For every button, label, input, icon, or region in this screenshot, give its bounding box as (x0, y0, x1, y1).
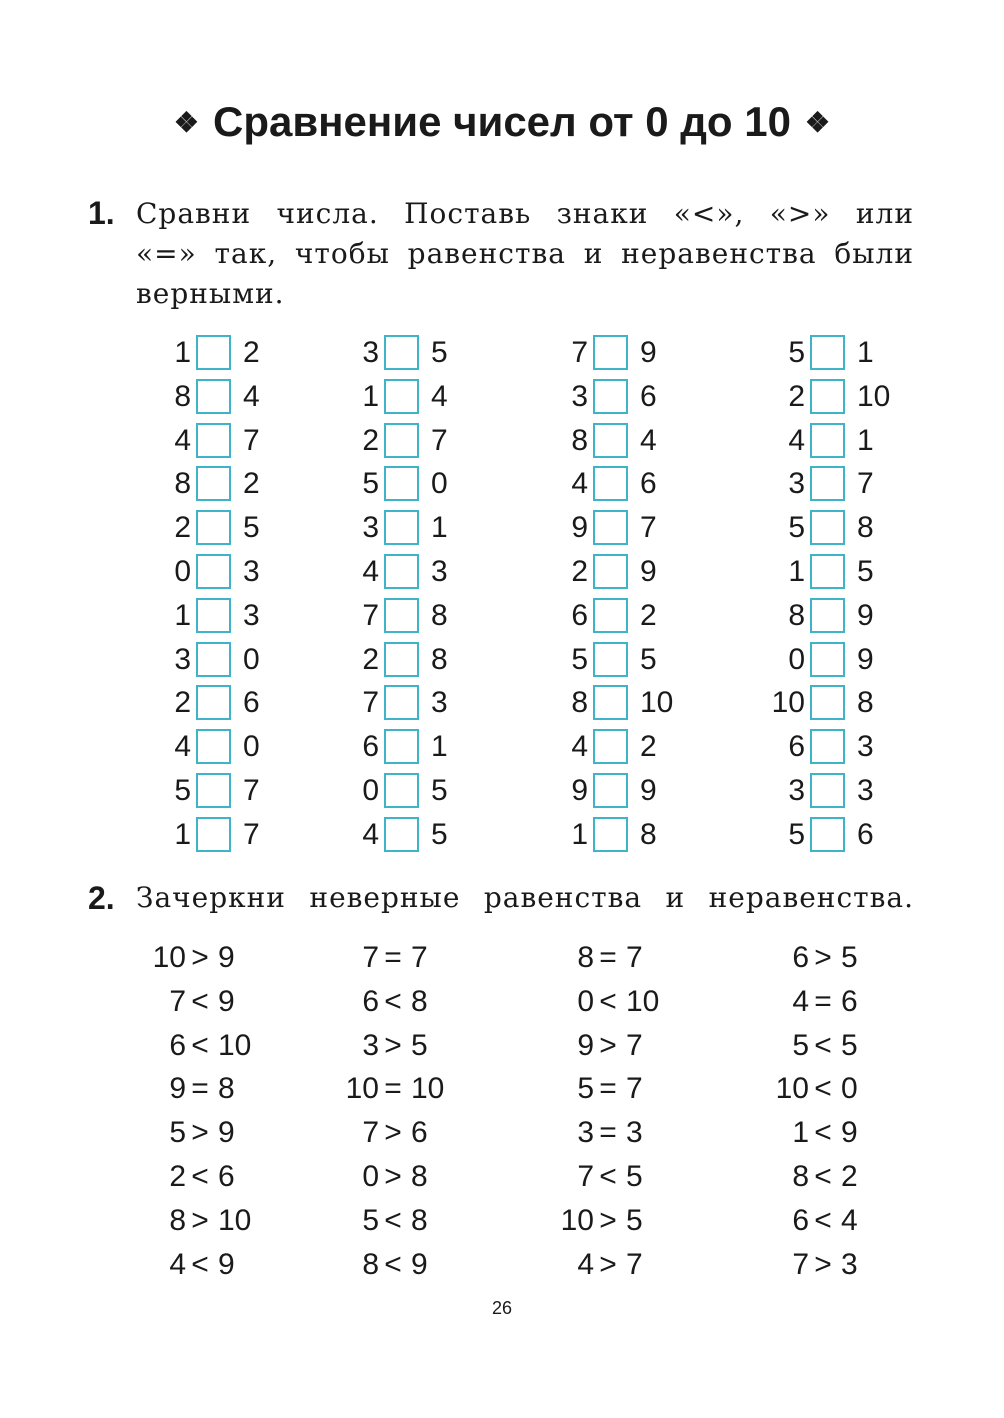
right-number: 8 (431, 642, 448, 676)
right-number: 5 (411, 1028, 428, 1062)
answer-box[interactable] (810, 554, 845, 589)
right-number: 8 (218, 1072, 235, 1106)
comparison-sign: < (814, 1072, 832, 1106)
right-number: 9 (640, 336, 657, 369)
left-number: 4 (571, 467, 588, 501)
answer-box[interactable] (810, 773, 845, 808)
comparison-sign: > (384, 1160, 402, 1193)
left-number: 3 (577, 1116, 594, 1150)
left-number: 6 (788, 730, 805, 764)
left-number: 3 (788, 774, 805, 807)
right-number: 8 (431, 598, 448, 632)
answer-box[interactable] (196, 466, 231, 501)
comparison-sign: = (384, 941, 402, 974)
answer-box[interactable] (384, 773, 419, 808)
right-number: 9 (640, 774, 657, 807)
left-number: 6 (362, 730, 379, 764)
right-number: 10 (218, 1028, 252, 1062)
left-number: 8 (571, 686, 588, 720)
right-number: 6 (243, 686, 260, 720)
page-number: 26 (491, 1298, 513, 1318)
right-number: 10 (411, 1072, 445, 1106)
comparison-sign: < (191, 1028, 209, 1062)
right-number: 6 (857, 817, 874, 851)
answer-box[interactable] (593, 598, 628, 633)
comparison-sign: > (599, 1247, 617, 1281)
comparison-sign: < (814, 1028, 832, 1062)
right-number: 9 (218, 941, 235, 974)
left-number: 3 (571, 379, 588, 413)
right-number: 2 (640, 730, 657, 764)
answer-box[interactable] (384, 423, 419, 458)
right-number: 5 (626, 1203, 643, 1237)
left-number: 1 (792, 1116, 809, 1150)
answer-box[interactable] (196, 598, 231, 633)
right-number: 6 (218, 1160, 235, 1193)
left-number: 3 (362, 1028, 379, 1062)
answer-box[interactable] (196, 335, 231, 370)
comparison-sign: = (599, 1116, 617, 1150)
left-number: 5 (362, 1203, 379, 1237)
left-number: 4 (792, 984, 809, 1018)
answer-box[interactable] (196, 817, 231, 852)
answer-box[interactable] (384, 379, 419, 414)
left-number: 9 (169, 1072, 186, 1106)
right-number: 5 (431, 336, 448, 369)
right-number: 9 (640, 555, 657, 588)
answer-box[interactable] (384, 817, 419, 852)
answer-box[interactable] (384, 510, 419, 545)
answer-box[interactable] (384, 335, 419, 370)
left-number: 7 (362, 1116, 379, 1150)
left-number: 8 (169, 1203, 186, 1237)
right-number: 7 (626, 1072, 643, 1106)
right-number: 2 (243, 467, 260, 501)
answer-box[interactable] (593, 423, 628, 458)
left-number: 2 (571, 555, 588, 588)
right-number: 0 (841, 1072, 858, 1106)
left-number: 4 (362, 817, 379, 851)
left-number: 10 (775, 1072, 809, 1106)
left-number: 2 (174, 686, 191, 720)
comparison-sign: < (814, 1160, 832, 1193)
right-number: 7 (411, 941, 428, 974)
right-number: 4 (243, 379, 260, 413)
answer-box[interactable] (593, 466, 628, 501)
left-number: 5 (788, 511, 805, 545)
comparison-sign: > (599, 1203, 617, 1237)
answer-box[interactable] (810, 685, 845, 720)
comparison-sign: < (191, 1247, 209, 1281)
answer-box[interactable] (810, 817, 845, 852)
left-number: 1 (174, 336, 191, 369)
task-2-text: Зачеркни неверные равенства и неравенства. (136, 881, 914, 914)
right-number: 3 (857, 730, 874, 764)
left-number: 4 (174, 423, 191, 457)
left-number: 1 (571, 817, 588, 851)
right-number: 5 (431, 817, 448, 851)
right-number: 7 (626, 1028, 643, 1062)
comparison-sign: > (599, 1028, 617, 1062)
right-number: 2 (243, 336, 260, 369)
answer-box[interactable] (196, 554, 231, 589)
right-number: 5 (243, 511, 260, 545)
answer-box[interactable] (196, 729, 231, 764)
answer-box[interactable] (810, 466, 845, 501)
comparison-sign: > (191, 1203, 209, 1237)
left-number: 5 (174, 774, 191, 807)
task-1-text-line: «=» так, чтобы равенства и неравенства были (136, 237, 914, 270)
right-number: 7 (243, 817, 260, 851)
right-number: 5 (841, 941, 858, 974)
comparison-sign: = (384, 1072, 402, 1106)
right-number: 1 (857, 423, 874, 457)
answer-box[interactable] (810, 729, 845, 764)
answer-box[interactable] (196, 685, 231, 720)
left-number: 8 (792, 1160, 809, 1193)
right-number: 8 (411, 1203, 428, 1237)
left-number: 7 (362, 686, 379, 720)
left-number: 2 (174, 511, 191, 545)
right-number: 3 (431, 686, 448, 720)
answer-box[interactable] (593, 554, 628, 589)
comparison-sign: < (599, 1160, 617, 1193)
right-number: 7 (626, 1247, 643, 1281)
left-number: 7 (571, 336, 588, 369)
right-number: 9 (411, 1247, 428, 1281)
right-number: 3 (431, 555, 448, 588)
left-number: 6 (571, 598, 588, 632)
comparison-sign: < (191, 984, 209, 1018)
right-number: 3 (243, 555, 260, 588)
left-number: 0 (362, 774, 379, 807)
right-number: 10 (857, 379, 891, 413)
right-number: 9 (857, 642, 874, 676)
left-number: 0 (788, 642, 805, 676)
left-number: 1 (174, 598, 191, 632)
right-number: 10 (218, 1203, 252, 1237)
comparison-sign: < (814, 1116, 832, 1150)
comparison-sign: > (384, 1116, 402, 1150)
comparison-sign: > (191, 941, 209, 974)
right-number: 3 (841, 1247, 858, 1281)
right-number: 4 (640, 423, 657, 457)
left-number: 5 (577, 1072, 594, 1106)
right-number: 7 (243, 774, 260, 807)
answer-box[interactable] (810, 642, 845, 677)
left-number: 5 (788, 817, 805, 851)
left-number: 8 (362, 1247, 379, 1281)
right-number: 6 (640, 379, 657, 413)
right-number: 9 (857, 598, 874, 632)
answer-box[interactable] (384, 598, 419, 633)
left-number: 2 (362, 642, 379, 676)
left-number: 0 (174, 555, 191, 588)
ornament-icon: ❖ (173, 107, 200, 138)
answer-box[interactable] (593, 379, 628, 414)
comparison-sign: > (384, 1028, 402, 1062)
right-number: 10 (626, 984, 660, 1018)
left-number: 3 (788, 467, 805, 501)
right-number: 7 (243, 423, 260, 457)
answer-box[interactable] (593, 773, 628, 808)
right-number: 8 (857, 686, 874, 720)
right-number: 9 (218, 1247, 235, 1281)
left-number: 2 (169, 1160, 186, 1193)
task-1-number: 1. (88, 195, 115, 231)
left-number: 3 (362, 336, 379, 369)
left-number: 7 (577, 1160, 594, 1193)
left-number: 7 (169, 984, 186, 1018)
right-number: 0 (243, 730, 260, 764)
right-number: 7 (626, 941, 643, 974)
answer-box[interactable] (384, 729, 419, 764)
right-number: 10 (640, 686, 674, 720)
page-title: ❖ Сравнение чисел от 0 до 10 ❖ (173, 98, 831, 145)
answer-box[interactable] (196, 510, 231, 545)
right-number: 9 (841, 1116, 858, 1150)
right-number: 6 (640, 467, 657, 501)
right-number: 2 (640, 598, 657, 632)
right-number: 6 (411, 1116, 428, 1150)
left-number: 4 (788, 423, 805, 457)
left-number: 4 (169, 1247, 186, 1281)
comparison-sign: > (814, 1247, 832, 1281)
comparison-sign: = (191, 1072, 209, 1106)
answer-box[interactable] (384, 466, 419, 501)
right-number: 4 (431, 379, 448, 413)
left-number: 10 (771, 686, 805, 720)
comparison-sign: < (384, 984, 402, 1018)
answer-box[interactable] (384, 642, 419, 677)
right-number: 3 (857, 774, 874, 807)
right-number: 1 (431, 730, 448, 764)
left-number: 9 (571, 774, 588, 807)
answer-box[interactable] (593, 685, 628, 720)
left-number: 1 (788, 555, 805, 588)
right-number: 5 (640, 642, 657, 676)
left-number: 5 (788, 336, 805, 369)
answer-box[interactable] (593, 642, 628, 677)
right-number: 8 (640, 817, 657, 851)
right-number: 8 (411, 984, 428, 1018)
left-number: 3 (174, 642, 191, 676)
right-number: 7 (857, 467, 874, 501)
task-1-text-line: верными. (136, 277, 285, 310)
answer-box[interactable] (810, 423, 845, 458)
right-number: 4 (841, 1203, 858, 1237)
answer-box[interactable] (810, 598, 845, 633)
right-number: 6 (841, 984, 858, 1018)
right-number: 5 (857, 555, 874, 588)
left-number: 2 (362, 423, 379, 457)
right-number: 5 (626, 1160, 643, 1193)
right-number: 5 (431, 774, 448, 807)
comparison-sign: < (384, 1203, 402, 1237)
left-number: 10 (560, 1203, 594, 1237)
left-number: 8 (577, 941, 594, 974)
right-number: 3 (243, 598, 260, 632)
left-number: 5 (571, 642, 588, 676)
left-number: 5 (362, 467, 379, 501)
comparison-sign: < (814, 1203, 832, 1237)
answer-box[interactable] (593, 335, 628, 370)
left-number: 8 (174, 467, 191, 501)
left-number: 8 (174, 379, 191, 413)
answer-box[interactable] (384, 685, 419, 720)
right-number: 1 (431, 511, 448, 545)
comparison-sign: < (384, 1247, 402, 1281)
answer-box[interactable] (384, 554, 419, 589)
answer-box[interactable] (196, 379, 231, 414)
left-number: 0 (362, 1160, 379, 1193)
comparison-sign: < (191, 1160, 209, 1193)
left-number: 8 (571, 423, 588, 457)
left-number: 9 (577, 1028, 594, 1062)
left-number: 6 (362, 984, 379, 1018)
right-number: 9 (218, 1116, 235, 1150)
left-number: 8 (788, 598, 805, 632)
answer-box[interactable] (196, 773, 231, 808)
right-number: 2 (841, 1160, 858, 1193)
left-number: 1 (174, 817, 191, 851)
right-number: 8 (857, 511, 874, 545)
answer-box[interactable] (593, 510, 628, 545)
ornament-icon: ❖ (804, 107, 831, 138)
left-number: 7 (362, 941, 379, 974)
right-number: 9 (218, 984, 235, 1018)
right-number: 7 (431, 423, 448, 457)
task-2-number: 2. (88, 880, 115, 916)
left-number: 9 (571, 511, 588, 545)
right-number: 1 (857, 336, 874, 369)
answer-box[interactable] (593, 729, 628, 764)
left-number: 10 (345, 1072, 379, 1106)
right-number: 3 (626, 1116, 643, 1150)
left-number: 4 (174, 730, 191, 764)
left-number: 10 (152, 941, 186, 974)
answer-box[interactable] (810, 379, 845, 414)
left-number: 1 (362, 379, 379, 413)
right-number: 8 (411, 1160, 428, 1193)
left-number: 0 (577, 984, 594, 1018)
comparison-sign: = (599, 941, 617, 974)
answer-box[interactable] (593, 817, 628, 852)
left-number: 4 (577, 1247, 594, 1281)
answer-box[interactable] (810, 510, 845, 545)
left-number: 7 (792, 1247, 809, 1281)
comparison-sign: = (599, 1072, 617, 1106)
left-number: 4 (571, 730, 588, 764)
right-number: 7 (640, 511, 657, 545)
left-number: 5 (792, 1028, 809, 1062)
answer-box[interactable] (196, 423, 231, 458)
comparison-sign: > (814, 941, 832, 974)
comparison-sign: = (814, 984, 832, 1018)
left-number: 7 (362, 598, 379, 632)
left-number: 4 (362, 555, 379, 588)
right-number: 0 (243, 642, 260, 676)
left-number: 5 (169, 1116, 186, 1150)
comparison-sign: > (191, 1116, 209, 1150)
left-number: 6 (792, 941, 809, 974)
right-number: 0 (431, 467, 448, 501)
task-1-text-line: Сравни числа. Поставь знаки «<», «>» или (136, 197, 914, 230)
left-number: 6 (169, 1028, 186, 1062)
left-number: 2 (788, 379, 805, 413)
left-number: 3 (362, 511, 379, 545)
comparison-sign: < (599, 984, 617, 1018)
right-number: 5 (841, 1028, 858, 1062)
answer-box[interactable] (196, 642, 231, 677)
answer-box[interactable] (810, 335, 845, 370)
left-number: 6 (792, 1203, 809, 1237)
